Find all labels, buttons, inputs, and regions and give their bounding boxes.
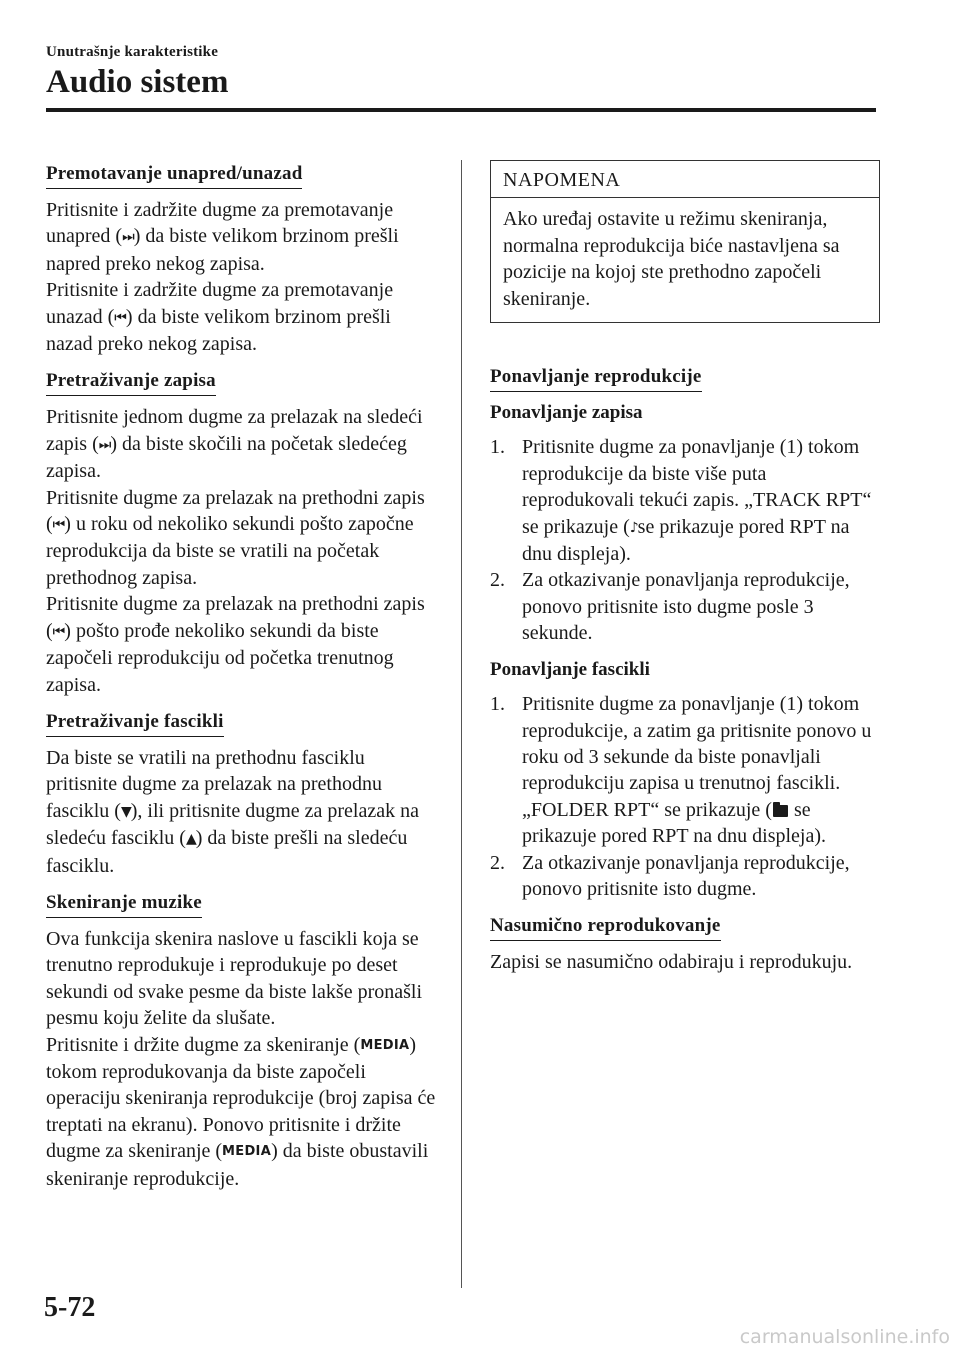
section-track-search (46, 367, 436, 697)
section-music-scan (46, 889, 436, 1192)
section-heading: Ponavljanje reprodukcije (490, 364, 702, 392)
note-heading: NAPOMENA (491, 161, 879, 198)
page-title: Audio sistem (46, 64, 229, 100)
paragraph: Ova funkcija skenira naslove u fascikli koja se trenutno reprodukuje i reprodukuje po deset sekundi od svake pesme da biste lakše pronašli pesmu koju želite da slušate. (46, 927, 423, 1030)
list-item: 1. Pritisnite dugme za ponavljanje (1) tokom reprodukcije, a zatim ga pritisnite ponovo u roku od 3 sekunde da biste ponavljali reprodukciju zapisa u trenutnoj fascikli. „FOLDER RPT“ se prikazuje ( se prikazuje pored RPT na dnu displeja). (490, 693, 872, 848)
right-column (490, 160, 880, 986)
section-heading: Premotavanje unapred/unazad (46, 161, 302, 189)
section-fast-forward-rewind (46, 160, 436, 357)
section-repeat-playback (490, 363, 880, 902)
note-body: Ako uređaj ostavite u režimu skeniranja, normalna reprodukcija biće nastavljena sa pozicije na kojoj ste prethodno započeli skeniranje. (503, 208, 840, 310)
column-divider (461, 160, 462, 1288)
track-repeat-steps (490, 434, 880, 646)
up-arrow-icon: ▲ (185, 831, 196, 848)
chapter-subtitle: Unutrašnje karakteristike (46, 44, 219, 60)
paragraph: Pritisnite jednom dugme za prelazak na sledeći zapis (⏭) da biste skočili na početak sledećeg zapisa. (46, 406, 423, 483)
note-box (490, 160, 880, 323)
paragraph: Pritisnite i držite dugme za skeniranje (MEDIA) tokom reprodukovanja da biste započeli operaciju skeniranja reprodukcije (broj zapisa će treptati na ekranu). Ponovo pritisnite i držite dugme za skeniranje (MEDIA) da biste obustavili skeniranje reprodukcije. (46, 1033, 436, 1190)
section-heading: Pretraživanje zapisa (46, 368, 216, 396)
header-rule (46, 108, 876, 112)
paragraph: Pritisnite dugme za prelazak na prethodni zapis (⏮) pošto prođe nekoliko sekundi da biste započeli reprodukciju od početka trenutnog zapisa. (46, 593, 425, 696)
rewind-icon: ⏮ (114, 309, 126, 326)
section-heading: Skeniranje muzike (46, 890, 202, 918)
list-item: 2. Za otkazivanje ponavljanja reprodukcije, ponovo pritisnite isto dugme. (490, 851, 850, 900)
paragraph: Da biste se vratili na prethodnu fasciklu pritisnite dugme za prelazak na prethodnu fasciklu (▼), ili pritisnite dugme za prelazak na sledeću fasciklu (▲) da biste prešli na sledeću fasciklu. (46, 746, 419, 877)
subheading-track-repeat: Ponavljanje zapisa (490, 402, 643, 424)
page-number: 5-72 (44, 1292, 96, 1323)
down-arrow-icon: ▼ (120, 803, 131, 820)
subheading-folder-repeat: Ponavljanje fascikli (490, 658, 650, 680)
paragraph: Pritisnite i zadržite dugme za premotavanje unapred (⏭) da biste velikom brzinom prešli napred preko nekog zapisa. (46, 199, 399, 275)
paragraph: Pritisnite i zadržite dugme za premotavanje unazad (⏮) da biste velikom brzinom prešli nazad preko nekog zapisa. (46, 279, 394, 356)
paragraph: Pritisnite dugme za prelazak na prethodni zapis (⏮) u roku od nekoliko sekundi pošto započne reprodukcija da biste se vratili na početak prethodnog zapisa. (46, 486, 425, 589)
media-button-icon: MEDIA (222, 1144, 272, 1160)
music-note-icon: ♪ (629, 519, 638, 536)
section-heading: Pretraživanje fascikli (46, 709, 224, 737)
folder-icon (773, 805, 788, 817)
list-item: 1. Pritisnite dugme za ponavljanje (1) tokom reprodukcije da biste više puta reprodukovali tekući zapis. „TRACK RPT“ se prikazuje (♪se prikazuje pored RPT na dnu displeja). (490, 436, 872, 566)
paragraph: Zapisi se nasumično odabiraju i reprodukuju. (490, 951, 853, 974)
fast-forward-icon: ⏭ (98, 436, 111, 453)
section-random-playback (490, 912, 880, 975)
watermark: carmanualsonline.info (739, 1326, 950, 1348)
section-folder-search (46, 708, 436, 879)
section-heading: Nasumično reprodukovanje (490, 913, 721, 941)
folder-repeat-steps (490, 691, 880, 902)
rewind-icon: ⏮ (52, 623, 65, 640)
fast-forward-icon: ⏭ (122, 229, 134, 246)
list-item: 2. Za otkazivanje ponavljanja reprodukcije, ponovo pritisnite isto dugme posle 3 sekunde. (490, 569, 850, 645)
rewind-icon: ⏮ (52, 517, 65, 534)
media-button-icon: MEDIA (360, 1037, 410, 1053)
left-column (46, 160, 436, 1202)
